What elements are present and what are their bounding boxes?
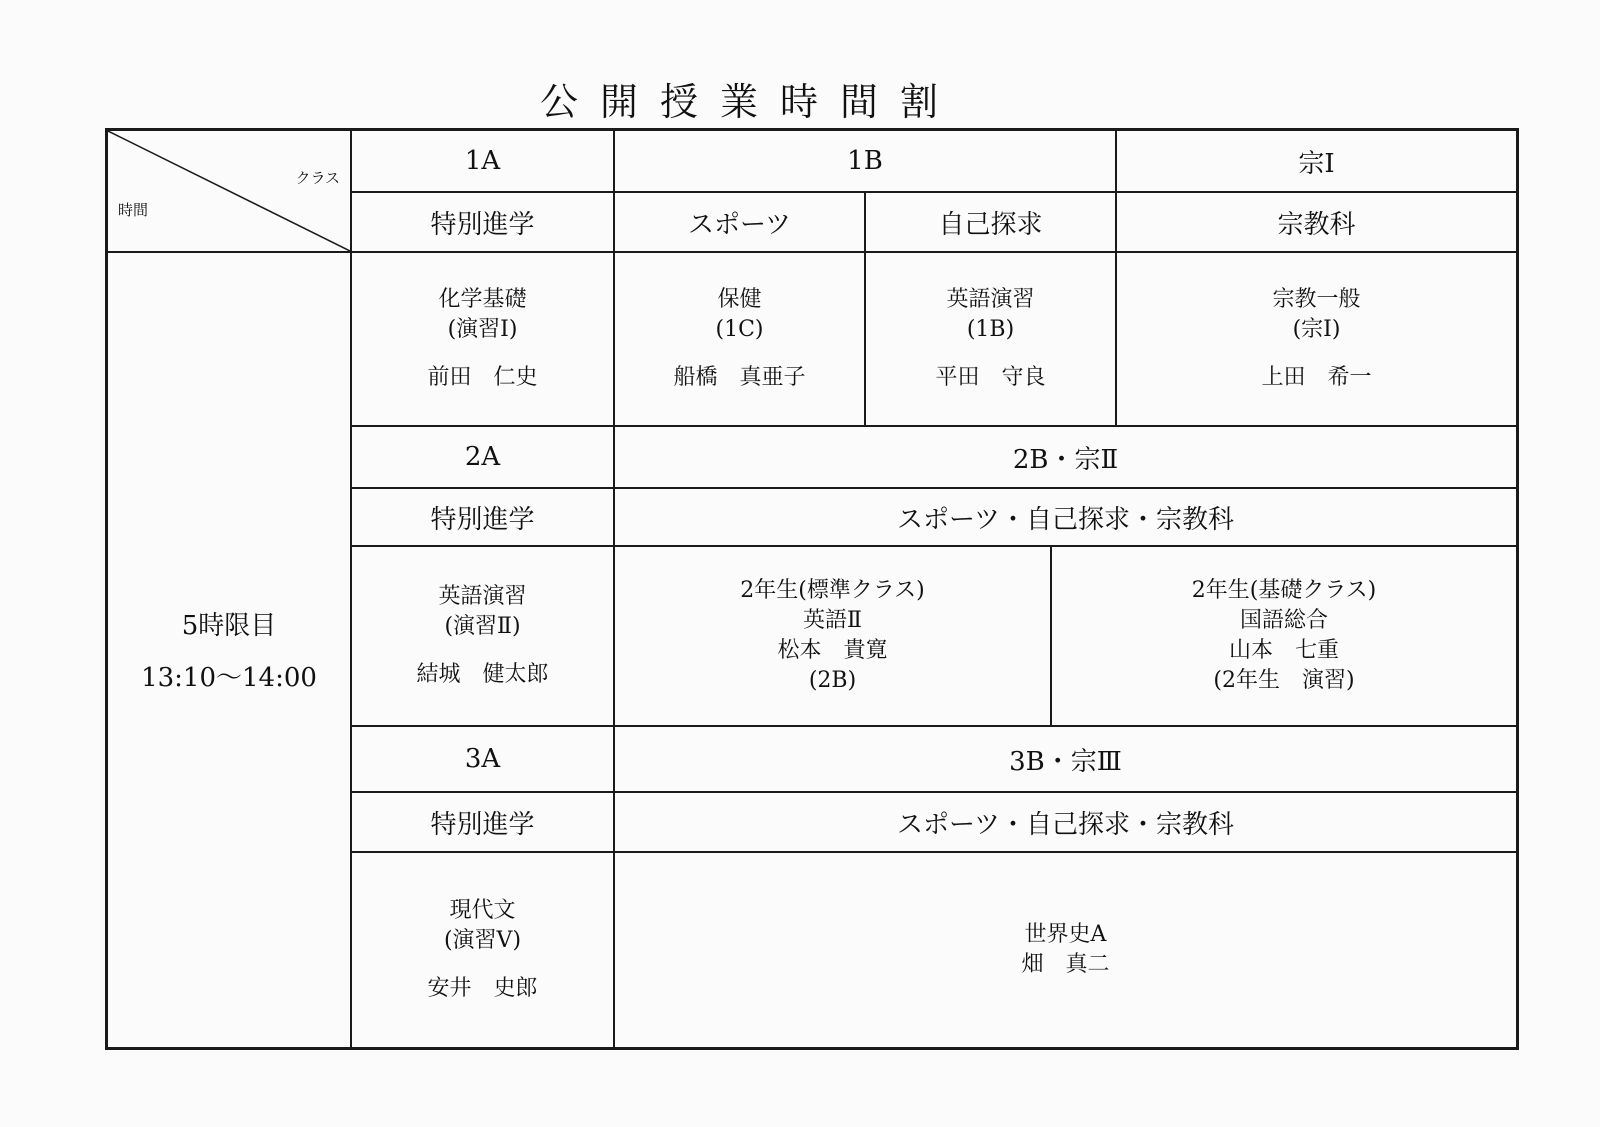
period-cell: [108, 253, 352, 1050]
class-header-2a: 2A: [352, 427, 615, 489]
lesson-line: 松本 貴寛: [777, 638, 888, 663]
lesson-teacher: 安井 史郎: [427, 976, 538, 1001]
course-label-shukyo-1: 宗教科: [1117, 193, 1516, 253]
lesson-detail: (宗Ⅰ): [1292, 317, 1341, 342]
lesson-teacher: 上田 希一: [1261, 365, 1372, 390]
period-name: 5時限目: [181, 610, 277, 641]
lesson-line: 2年生(基礎クラス): [1191, 578, 1377, 603]
lesson-detail: (演習Ⅴ): [443, 928, 522, 953]
class-header-3a: 3A: [352, 727, 615, 793]
course-label-combined-3: スポーツ・自己探求・宗教科: [615, 793, 1516, 853]
lesson-subject: 宗教一般: [1272, 287, 1361, 312]
lesson-cell-2-basic: [1052, 547, 1516, 727]
lesson-line: (2B): [808, 668, 857, 693]
lesson-cell-shu1: [1117, 253, 1516, 427]
class-axis-label: クラス: [295, 169, 340, 187]
corner-header-cell: [108, 131, 352, 253]
course-label-combined-2: スポーツ・自己探求・宗教科: [615, 489, 1516, 547]
class-header-1b: 1B: [615, 131, 1117, 193]
lesson-subject: 世界史A: [1024, 922, 1107, 947]
course-label-sports-1: スポーツ: [615, 193, 866, 253]
corner-diagonal-line: [108, 131, 350, 251]
lesson-teacher: 平田 守良: [935, 365, 1046, 390]
lesson-subject: 英語演習: [438, 584, 527, 609]
time-axis-label: 時間: [118, 201, 149, 219]
lesson-cell-1b-jiko: [866, 253, 1117, 427]
lesson-teacher: 船橋 真亜子: [673, 365, 806, 390]
lesson-subject: 化学基礎: [438, 287, 527, 312]
lesson-teacher: 結城 健太郎: [416, 662, 549, 687]
class-header-1a: 1A: [352, 131, 615, 193]
lesson-teacher: 畑 真二: [1021, 952, 1110, 977]
class-header-3b-shu3: 3B・宗Ⅲ: [615, 727, 1516, 793]
lesson-subject: 英語演習: [946, 287, 1035, 312]
lesson-line: (2年生 演習): [1213, 668, 1355, 693]
lesson-subject: 保健: [717, 287, 762, 312]
lesson-line: 英語Ⅱ: [803, 608, 862, 633]
period-time: 13:10〜14:00: [141, 662, 317, 693]
class-header-2b-shu2: 2B・宗Ⅱ: [615, 427, 1516, 489]
timetable: [105, 128, 1519, 1050]
page-title: 公開授業時間割: [540, 80, 961, 124]
lesson-cell-3b: [615, 853, 1516, 1047]
lesson-cell-2-standard: [615, 547, 1052, 727]
lesson-cell-1a: [352, 253, 615, 427]
lesson-line: 山本 七重: [1228, 638, 1339, 663]
lesson-detail: (1B): [966, 317, 1015, 342]
course-label-tokubetsu-3: 特別進学: [352, 793, 615, 853]
lesson-cell-1b-sports: [615, 253, 866, 427]
lesson-line: 国語総合: [1239, 608, 1328, 633]
lesson-detail: (1C): [715, 317, 764, 342]
lesson-detail: (演習Ⅰ): [447, 317, 518, 342]
lesson-cell-2a: [352, 547, 615, 727]
course-label-jiko-1: 自己探求: [866, 193, 1117, 253]
lesson-line: 2年生(標準クラス): [740, 578, 925, 603]
class-header-shu1: 宗Ⅰ: [1117, 131, 1516, 193]
lesson-teacher: 前田 仁史: [427, 365, 538, 390]
course-label-tokubetsu-1: 特別進学: [352, 193, 615, 253]
lesson-cell-3a: [352, 853, 615, 1047]
lesson-subject: 現代文: [449, 898, 516, 923]
course-label-tokubetsu-2: 特別進学: [352, 489, 615, 547]
lesson-detail: (演習Ⅱ): [444, 614, 521, 639]
